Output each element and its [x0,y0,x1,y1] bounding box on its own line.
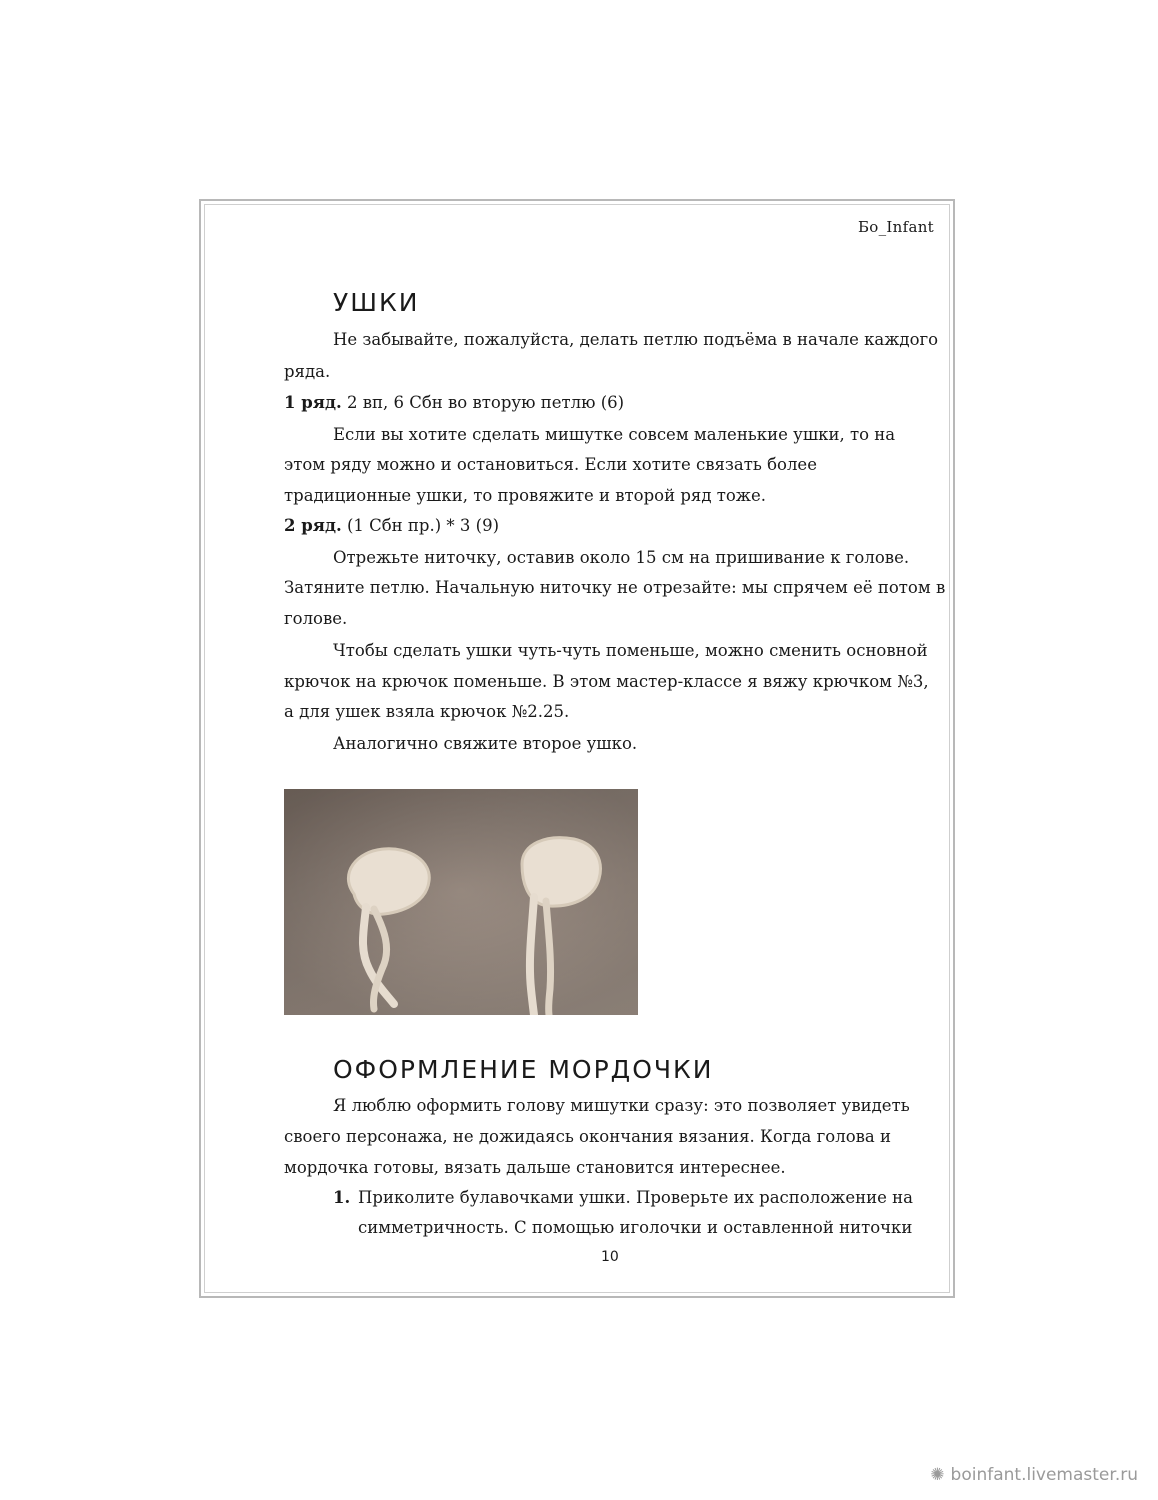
row-2-instruction [284,516,499,535]
list-item-line: симметричность. С помощью иголочки и оставленной ниточки [358,1218,913,1237]
paragraph-line: Я люблю оформить голову мишутки сразу: это позволяет увидеть [333,1096,910,1115]
flower-icon: ✺ [930,1465,945,1485]
paragraph-line: мордочка готовы, вязать дальше становится интереснее. [284,1158,786,1177]
paragraph-line: ряда. [284,362,331,381]
paragraph-line: традиционные ушки, то провяжите и второй ряд тоже. [284,486,766,505]
row-text: (1 Сбн пр.) * 3 (9) [341,516,500,535]
paragraph-line: Если вы хотите сделать мишутке совсем маленькие ушки, то на [333,425,896,444]
row-text: 2 вп, 6 Сбн во вторую петлю (6) [341,393,625,412]
paragraph-line: Аналогично свяжите второе ушко. [333,734,638,753]
paragraph-line: а для ушек взяла крючок №2.25. [284,702,570,721]
row-label: 2 ряд. [284,516,342,535]
paragraph-line: своего персонажа, не дожидаясь окончания вязания. Когда голова и [284,1127,891,1146]
list-item-number: 1. [333,1188,351,1207]
paragraph-line: Затяните петлю. Начальную ниточку не отрезайте: мы спрячем её потом в [284,578,946,597]
section-title-ears: УШКИ [333,288,420,317]
paragraph-line: крючок на крючок поменьше. В этом мастер-классе я вяжу крючком №3, [284,672,929,691]
watermark[interactable] [930,1465,1138,1485]
section-title-face: ОФОРМЛЕНИЕ МОРДОЧКИ [333,1055,714,1084]
paragraph-line: Отрежьте ниточку, оставив около 15 см на пришивание к голове. [333,548,910,567]
watermark-text: boinfant.livemaster.ru [950,1465,1138,1485]
paragraph-line: голове. [284,609,348,628]
row-1-instruction [284,393,624,412]
paragraph-line: Чтобы сделать ушки чуть-чуть поменьше, можно сменить основной [333,641,928,660]
paragraph-line: Не забывайте, пожалуйста, делать петлю подъёма в начале каждого [333,330,939,349]
paragraph-line: этом ряду можно и остановиться. Если хотите связать более [284,455,817,474]
row-label: 1 ряд. [284,393,342,412]
ears-photo-illustration [284,789,638,1015]
knitted-ears-photo [284,789,638,1015]
list-item-line: Приколите булавочками ушки. Проверьте их расположение на [358,1188,913,1207]
header-brand: Бо_Infant [857,218,934,236]
page-number: 10 [601,1249,619,1265]
